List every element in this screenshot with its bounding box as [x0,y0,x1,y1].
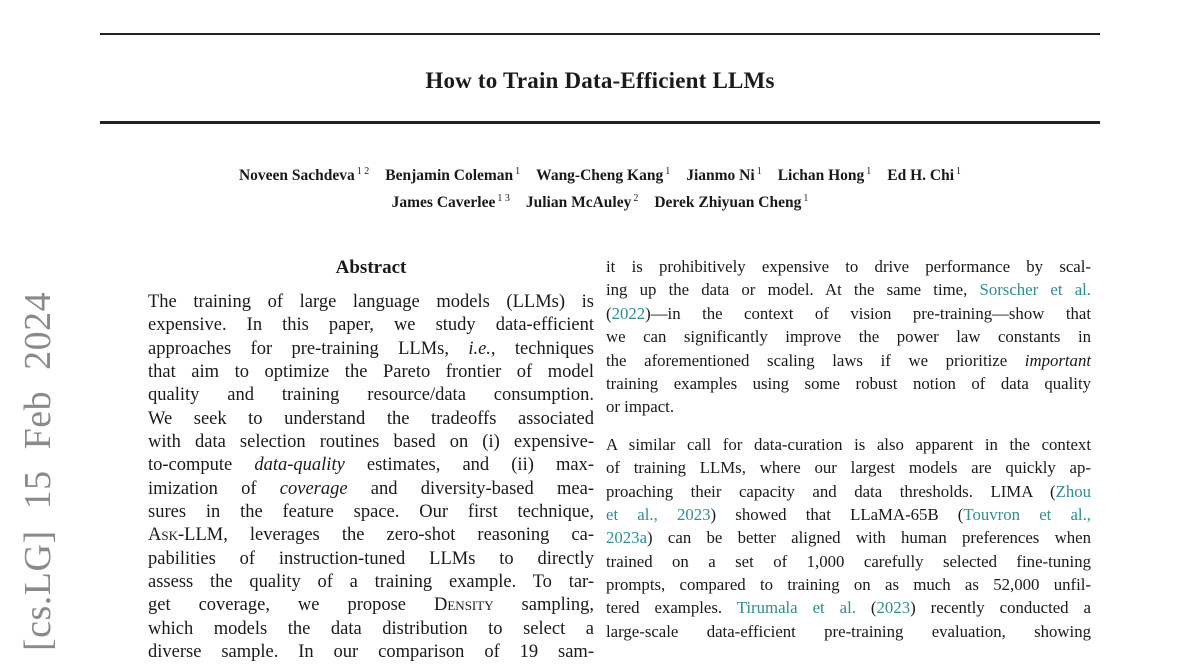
text-line [606,526,1091,549]
author-affiliation-sup: 1 [756,165,762,177]
author-affiliation-sup: 1 3 [497,192,510,204]
intro-paragraphs [606,255,1091,643]
title-rule [100,121,1100,124]
text-line [606,456,1091,479]
author-name: Lichan Hong $^1$ [777,165,872,184]
body-text: A similar call for data-curation is also apparent in the context [606,434,1091,454]
author-name: Benjamin Coleman $^1$ [385,165,521,184]
abstract-body [148,291,594,665]
text-line [148,384,594,407]
citation-link[interactable]: 2022 [611,303,646,323]
citation-link[interactable]: 2023 [876,598,911,618]
text-line [606,620,1091,643]
body-text: estimates, and (ii) max- [344,455,594,476]
body-text: -LLM, leverages the zero-shot reasoning ca- [177,525,594,546]
body-text: pabilities of instruction-tuned LLMs to directly [148,548,594,569]
body-text: sures in the feature space. Our first technique, [148,502,594,523]
text-line [606,325,1091,348]
text-line [148,291,594,314]
author-affiliation-sup: 1 [956,165,962,177]
author-name: Ed H. Chi $^1$ [887,165,962,184]
author-name: Julian McAuley $^2$ [525,192,639,211]
text-line [606,255,1091,278]
body-text: assess the quality of a training example. To tar- [148,572,594,593]
body-text: trained on a set of 1,000 carefully selected fine-tuning [606,551,1091,571]
citation-link[interactable]: Sorscher et al. [979,280,1091,300]
paragraph [606,255,1091,419]
text-line [606,278,1091,301]
text-line [606,573,1091,596]
body-text: that aim to optimize the Pareto frontier of model [148,362,594,383]
body-text: it is prohibitively expensive to drive performance by scal- [606,257,1091,276]
body-text: )—in the context of vision pre-training—show that [645,303,1091,323]
author-affiliation-sup: 1 [803,192,809,204]
body-text: quality and training resource/data consumption. [148,385,594,406]
italic-text: data-quality [254,455,345,476]
author-affiliation-sup: 2 [633,192,639,204]
italic-text: important [1024,350,1091,370]
smallcaps-text: Density [434,595,494,616]
body-text: or impact. [606,397,675,417]
body-text: , techniques [490,338,594,359]
citation-link[interactable]: Tirumala et al. [736,598,856,618]
author-name: Wang-Cheng Kang $^1$ [536,165,671,184]
body-text: The training of large language models (LLMs) is [148,292,594,312]
text-line [148,431,594,454]
author-block [0,162,1200,216]
text-line [606,480,1091,503]
text-line [148,408,594,431]
body-text: of training LLMs, where our largest models are quickly ap- [606,458,1091,478]
abstract-heading: Abstract [335,257,407,278]
author-name: Noveen Sachdeva $^{1 2}$ [238,165,370,184]
body-text: which models the data distribution to select a [148,618,594,639]
author-name: James Caverlee $^{1 3}$ [391,192,510,211]
paragraph [606,433,1091,644]
body-text: large-scale data-efficient pre-training evaluation, showing [606,621,1091,641]
text-line [148,548,594,571]
body-text: training examples using some robust notion of data quality [606,373,1091,393]
body-text: ing up the data or model. At the same time, [606,280,980,300]
author-line-1 [0,162,1200,189]
text-line [606,550,1091,573]
paper-title: How to Train Data-Efficient LLMs [425,68,775,93]
text-line [606,302,1091,325]
italic-text: coverage [279,478,348,499]
arxiv-sidebar-stamp: [cs.LG] 15 Feb 2024 [17,291,59,651]
citation-link[interactable]: Zhou [1055,481,1091,501]
text-line [606,372,1091,395]
text-line [606,503,1091,526]
smallcaps-text: Ask [148,525,178,546]
text-line [148,524,594,547]
author-line-2 [0,189,1200,216]
text-line [606,433,1091,456]
text-line [148,594,594,617]
author-affiliation-sup: 1 [665,165,671,177]
body-text: the aforementioned scaling laws if we prioritize [606,350,1025,370]
text-line [148,361,594,384]
text-line [148,641,594,664]
body-text: proaching their capacity and data thresholds. LIMA ( [606,481,1056,501]
body-text: imization of [148,478,280,499]
text-line [148,454,594,477]
text-line [148,618,594,641]
body-text: ( [855,598,877,618]
author-name: Jianmo Ni $^1$ [686,165,762,184]
left-column [148,256,594,665]
body-text: tered examples. [606,598,737,618]
author-name: Derek Zhiyuan Cheng $^1$ [654,192,809,211]
body-text: with data selection routines based on (i) expensive- [148,432,594,453]
body-text: expensive. In this paper, we study data-efficient [148,315,594,336]
body-text: sampling, [493,595,594,616]
text-line [148,314,594,337]
text-line [148,571,594,594]
text-line [148,501,594,524]
author-affiliation-sup: 1 2 [356,165,370,177]
text-line [606,596,1091,619]
body-text: ) recently conducted a [910,598,1091,618]
author-affiliation-sup: 1 [866,165,872,177]
text-line [148,478,594,501]
body-text: approaches for pre-training LLMs, [148,338,469,359]
body-text: diverse sample. In our comparison of 19 sam- [148,642,594,663]
body-text: ( [606,303,612,323]
body-text: ) showed that LLaMA-65B ( [710,504,964,524]
body-text: to-compute [148,455,255,476]
citation-link[interactable]: 2023a [606,528,648,548]
body-text: We seek to understand the tradeoffs associated [148,408,594,429]
text-line [606,395,1091,418]
text-line [148,338,594,361]
author-affiliation-sup: 1 [515,165,521,177]
top-rule [100,33,1100,35]
body-text: we can significantly improve the power law constants in [606,327,1091,347]
italic-text: i.e. [468,338,491,359]
body-text: get coverage, we propose [148,595,434,616]
text-line [606,349,1091,372]
body-text: prompts, compared to training on as much as 52,000 unfil- [606,575,1091,595]
body-text: and diversity-based mea- [347,478,594,499]
citation-link[interactable]: Touvron et al., [963,504,1091,524]
body-text: ) can be better aligned with human preferences when [647,528,1091,548]
right-column [606,255,1091,643]
citation-link[interactable]: et al., 2023 [606,504,711,524]
